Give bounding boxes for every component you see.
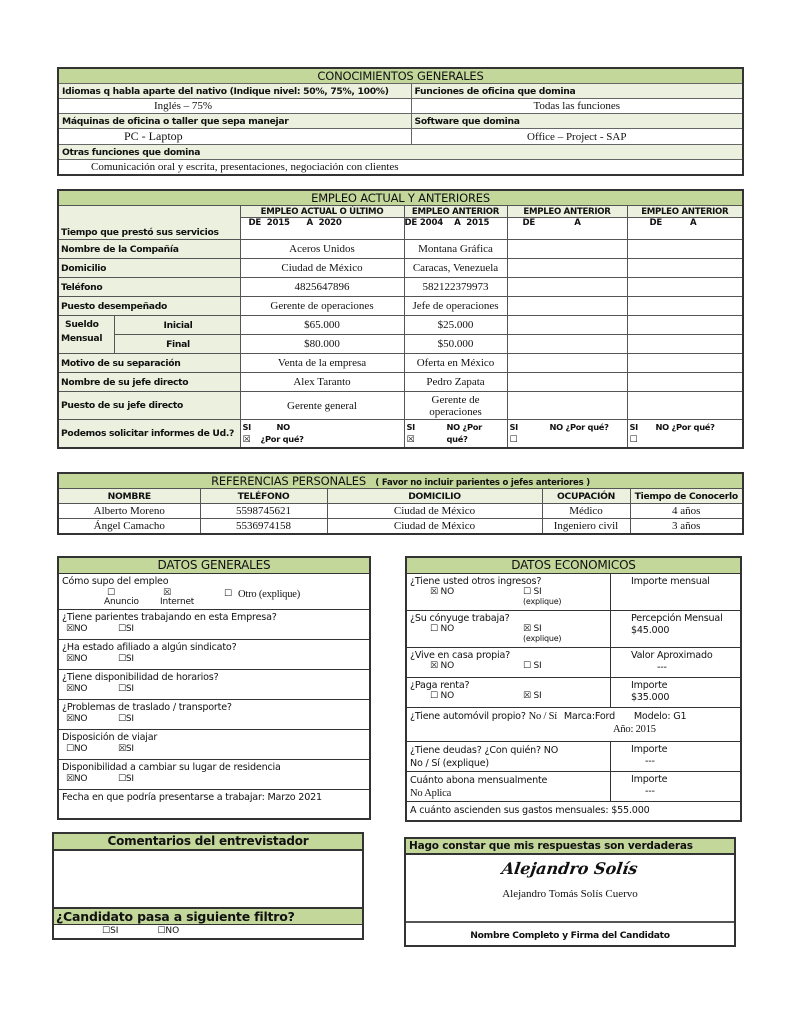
referencias-header [58, 473, 743, 489]
checkbox-checked-icon: ☒ [118, 744, 126, 754]
question-row [59, 669, 369, 699]
renta-importe-value[interactable]: $35.000 [631, 692, 670, 703]
puesto-jefe-line2: operaciones [429, 405, 482, 418]
final-value[interactable]: $50.000 [404, 335, 507, 354]
renta-importe-label: Importe [631, 680, 668, 691]
abona-row [407, 771, 740, 801]
dates-anterior-2[interactable]: DE A [507, 218, 627, 240]
checkbox-empty-icon: ☐ [523, 587, 531, 597]
ingresos-no-option[interactable] [430, 587, 454, 598]
deudas-importe-value[interactable]: --- [645, 756, 655, 767]
conyuge-percepcion-value[interactable]: $45.000 [631, 625, 670, 636]
filtro-si-label: SI [110, 926, 119, 936]
auto-marca[interactable]: Marca:Ford [563, 711, 615, 722]
option-si[interactable] [118, 624, 134, 635]
casa-valor-value[interactable]: --- [657, 662, 667, 673]
puesto-value[interactable]: Jefe de operaciones [404, 297, 507, 316]
ref-tiempo[interactable]: 3 años [630, 519, 743, 535]
conocimientos-title: CONOCIMIENTOS GENERALES [58, 68, 743, 84]
checkbox-empty-icon: ☐ [66, 744, 74, 754]
option-si[interactable] [118, 774, 134, 785]
idiomas-label: Idiomas q habla aparte del nativo (Indique nivel: 50%, 75%, 100%) [58, 84, 411, 99]
informes-si: SI [406, 422, 415, 432]
checkbox-checked-icon[interactable]: ☒ [242, 435, 251, 445]
deudas-importe-label: Importe [631, 744, 668, 755]
conyuge-row [407, 610, 740, 647]
question-options [62, 684, 366, 695]
checkbox-empty-icon: ☐ [118, 684, 126, 694]
como-supo-label: Cómo supo del empleo [62, 576, 169, 587]
col-header-anterior-3: EMPLEO ANTERIOR [627, 206, 743, 218]
option-label: NO [73, 714, 88, 724]
idiomas-value[interactable]: Inglés – 75% [58, 99, 411, 114]
comentarios-title: Comentarios del entrevistador [54, 834, 362, 851]
checkbox-checked-icon: ☒ [523, 691, 531, 701]
ref-domicilio[interactable]: Ciudad de México [327, 519, 542, 535]
puesto-value[interactable]: Gerente de operaciones [240, 297, 404, 316]
question-options [62, 654, 366, 665]
checkbox-checked-icon: ☒ [66, 684, 74, 694]
ref-ocupacion[interactable]: Médico [542, 504, 630, 519]
compania-value[interactable] [627, 240, 743, 259]
internet-label: Internet [160, 597, 195, 607]
filtro-question: ¿Candidato pasa a siguiente filtro? [54, 907, 362, 925]
checkbox-checked-icon: ☒ [430, 587, 438, 597]
checkbox-empty-icon[interactable]: ☐ [509, 435, 518, 445]
sueldo-mensual-label [58, 316, 114, 354]
option-no[interactable] [66, 624, 118, 635]
checkbox-empty-icon: ☐ [118, 624, 126, 634]
full-name: Alejandro Tomás Solís Cuervo [502, 888, 638, 900]
option-no[interactable] [66, 684, 118, 695]
final-value[interactable] [627, 335, 743, 354]
firma-title: Hago constar que mis respuestas son verdaderas [406, 839, 734, 855]
tiempo-label: Tiempo que prestó sus servicios [58, 206, 240, 240]
funciones-label: Funciones de oficina que domina [411, 84, 743, 99]
conyuge-no-option[interactable] [430, 624, 454, 635]
option-si[interactable] [118, 744, 134, 755]
option-label: SI [125, 654, 134, 664]
option-label: SI [125, 744, 134, 754]
col-header-anterior-1: EMPLEO ANTERIOR [404, 206, 507, 218]
checkbox-empty-icon: ☐ [430, 691, 438, 701]
question-row [59, 729, 369, 759]
fecha-text: Fecha en que podría presentarse a trabajar: Marzo 2021 [62, 792, 322, 803]
deudas-row [407, 741, 740, 771]
software-label: Software que domina [411, 114, 743, 129]
motivo-value[interactable]: Venta de la empresa [240, 354, 404, 373]
option-label: NO [73, 624, 88, 634]
informes-cell[interactable] [240, 420, 404, 449]
si-label: SI [533, 624, 542, 634]
checkbox-checked-icon: ☒ [66, 774, 74, 784]
checkbox-empty-icon[interactable]: ☐ [157, 926, 166, 936]
informes-cell[interactable] [507, 420, 627, 449]
puesto-value[interactable] [627, 297, 743, 316]
dates-anterior-3[interactable]: DE A [627, 218, 743, 240]
gastos-text[interactable]: A cuánto ascienden sus gastos mensuales: $55.000 [410, 805, 650, 816]
mensual-label: Mensual [61, 333, 103, 344]
gastos-row [407, 801, 740, 820]
final-label: Final [114, 335, 240, 354]
checkbox-empty-icon: ☐ [523, 661, 531, 671]
dates-anterior-1[interactable]: DE 2004 A 2015 [404, 218, 507, 240]
question-row [59, 639, 369, 669]
domicilio-value[interactable]: Ciudad de México [240, 259, 404, 278]
no-label: NO [440, 691, 454, 701]
telefono-value[interactable] [507, 278, 627, 297]
question-label: Disposición de viajar [62, 732, 158, 743]
informes-cell[interactable] [404, 420, 507, 449]
maquinas-label: Máquinas de oficina o taller que sepa manejar [58, 114, 411, 129]
ingresos-question: ¿Tiene usted otros ingresos? [410, 576, 542, 587]
option-no[interactable] [66, 714, 118, 725]
informes-cell[interactable] [627, 420, 743, 449]
sueldo-label: Sueldo [65, 319, 99, 330]
comentarios-panel [52, 832, 364, 940]
checkbox-empty-icon: ☐ [430, 624, 438, 634]
auto-anio[interactable]: Año: 2015 [613, 724, 656, 735]
informes-no: NO ¿Por qué? [655, 422, 715, 432]
informes-label: Podemos solicitar informes de Ud.? [58, 420, 240, 449]
ref-tiempo[interactable]: 4 años [630, 504, 743, 519]
compania-value[interactable] [507, 240, 627, 259]
abona-importe-label: Importe [631, 774, 668, 785]
checkbox-empty-icon[interactable]: ☐ [629, 435, 638, 445]
inicial-value[interactable] [627, 316, 743, 335]
empleo-table [57, 189, 744, 449]
domicilio-value[interactable]: Caracas, Venezuela [404, 259, 507, 278]
option-label: SI [125, 714, 134, 724]
telefono-value[interactable]: 582122379973 [404, 278, 507, 297]
option-label: SI [125, 684, 134, 694]
compania-value[interactable]: Montana Gráfica [404, 240, 507, 259]
ref-header-ocupacion: OCUPACIÓN [542, 489, 630, 504]
firma-area[interactable] [406, 855, 734, 923]
informes-si: SI [629, 422, 638, 432]
no-label: NO [440, 661, 454, 671]
como-supo-row [59, 573, 369, 609]
auto-question: ¿Tiene automóvil propio? [410, 711, 526, 722]
domicilio-label: Domicilio [58, 259, 240, 278]
checkbox-checked-icon[interactable]: ☒ [163, 588, 171, 598]
ref-telefono[interactable]: 5536974158 [200, 519, 327, 535]
table-row [58, 519, 743, 535]
domicilio-value[interactable] [507, 259, 627, 278]
option-label: NO [73, 774, 88, 784]
final-value[interactable]: $80.000 [240, 335, 404, 354]
funciones-value[interactable]: Todas las funciones [411, 99, 743, 114]
informes-porque: qué? [446, 434, 468, 444]
question-options [62, 774, 366, 785]
checkbox-empty-icon: ☐ [118, 774, 126, 784]
checkbox-empty-icon[interactable]: ☐ [102, 926, 111, 936]
auto-nosi: No / Sí [528, 711, 557, 722]
comentarios-textarea[interactable] [54, 851, 362, 907]
motivo-value[interactable]: Oferta en México [404, 354, 507, 373]
inicial-value[interactable] [507, 316, 627, 335]
col-header-actual: EMPLEO ACTUAL O ÚLTIMO [240, 206, 404, 218]
option-label: SI [125, 774, 134, 784]
telefono-label: Teléfono [58, 278, 240, 297]
compania-value[interactable]: Aceros Unidos [240, 240, 404, 259]
no-label: NO [440, 587, 454, 597]
ref-ocupacion[interactable]: Ingeniero civil [542, 519, 630, 535]
anuncio-label: Anuncio [104, 597, 139, 607]
option-label: NO [73, 744, 88, 754]
puesto-jefe-value[interactable]: Gerente general [240, 392, 404, 420]
question-label: ¿Tiene disponibilidad de horarios? [62, 672, 219, 683]
firma-panel [404, 837, 736, 947]
referencias-table [57, 472, 744, 535]
referencias-note: ( Favor no incluir parientes o jefes anteriores ) [375, 478, 590, 488]
informes-no: NO ¿Por [446, 422, 482, 432]
datos-generales-title: DATOS GENERALES [59, 558, 369, 573]
inicial-value[interactable]: $25.000 [404, 316, 507, 335]
deudas-sub: No / Sí (explique) [410, 758, 489, 769]
option-no[interactable] [66, 774, 118, 785]
conocimientos-generales-table [57, 67, 744, 176]
si-label: SI [533, 587, 542, 597]
question-label: Disponibilidad a cambiar su lugar de residencia [62, 762, 281, 773]
casa-row [407, 647, 740, 677]
final-value[interactable] [507, 335, 627, 354]
checkbox-empty-icon[interactable]: ☐ [107, 588, 115, 598]
motivo-label: Motivo de su separación [58, 354, 240, 373]
informes-no: NO [276, 422, 290, 432]
jefe-value[interactable]: Pedro Zapata [404, 373, 507, 392]
maquinas-value[interactable]: PC - Laptop [58, 129, 411, 145]
explique-label: (explique) [523, 597, 562, 606]
renta-question: ¿Paga renta? [410, 680, 470, 691]
puesto-jefe-line1: Gerente de [431, 393, 480, 406]
col-header-anterior-2: EMPLEO ANTERIOR [507, 206, 627, 218]
software-value[interactable]: Office – Project - SAP [411, 129, 743, 145]
datos-economicos-title: DATOS ECONOMICOS [407, 558, 740, 573]
question-label: ¿Problemas de traslado / transporte? [62, 702, 232, 713]
domicilio-value[interactable] [627, 259, 743, 278]
otras-value[interactable]: Comunicación oral y escrita, presentaciones, negociación con clientes [58, 160, 743, 176]
compania-label: Nombre de la Compañía [58, 240, 240, 259]
abona-question: Cuánto abona mensualmente [410, 775, 548, 786]
firma-footer: Nombre Completo y Firma del Candidato [470, 930, 670, 941]
datos-generales-panel [57, 556, 371, 820]
option-si[interactable] [118, 714, 134, 725]
abona-sub[interactable]: No Aplica [410, 788, 452, 799]
informes-porque: ¿Por qué? [260, 434, 304, 444]
question-options [62, 714, 366, 725]
empleo-title: EMPLEO ACTUAL Y ANTERIORES [58, 190, 743, 206]
casa-valor-label: Valor Aproximado [631, 650, 713, 661]
ref-nombre[interactable]: Ángel Camacho [58, 519, 200, 535]
casa-no-option[interactable] [430, 661, 454, 672]
renta-si-option[interactable] [523, 691, 542, 702]
puesto-value[interactable] [507, 297, 627, 316]
ref-telefono[interactable]: 5598745621 [200, 504, 327, 519]
si-label: SI [533, 691, 542, 701]
no-label: NO [440, 624, 454, 634]
auto-row [407, 707, 740, 741]
ref-nombre[interactable]: Alberto Moreno [58, 504, 200, 519]
otras-label: Otras funciones que domina [58, 145, 743, 160]
dates-actual[interactable]: DE 2015 A 2020 [240, 218, 404, 240]
option-no[interactable] [66, 654, 118, 665]
informes-si: SI [509, 422, 518, 432]
puesto-jefe-value[interactable] [507, 392, 627, 420]
checkbox-checked-icon: ☒ [66, 624, 74, 634]
puesto-jefe-value[interactable] [404, 392, 507, 420]
motivo-value[interactable] [627, 354, 743, 373]
question-label: ¿Tiene parientes trabajando en esta Empresa? [62, 612, 277, 623]
informes-si: SI [242, 422, 251, 432]
filtro-no-label: NO [165, 926, 180, 936]
telefono-value[interactable]: 4825647896 [240, 278, 404, 297]
motivo-value[interactable] [507, 354, 627, 373]
option-si[interactable] [118, 654, 134, 665]
option-label: NO [73, 654, 88, 664]
informes-no: NO ¿Por qué? [549, 422, 609, 432]
jefe-value[interactable] [627, 373, 743, 392]
telefono-value[interactable] [627, 278, 743, 297]
conyuge-question: ¿Su cónyuge trabaja? [410, 613, 510, 624]
auto-modelo[interactable]: Modelo: G1 [633, 711, 687, 722]
question-label: ¿Ha estado afiliado a algún sindicato? [62, 642, 237, 653]
ref-header-domicilio: DOMICILIO [327, 489, 542, 504]
option-no[interactable] [66, 744, 118, 755]
si-label: SI [533, 661, 542, 671]
checkbox-empty-icon: ☐ [118, 714, 126, 724]
datos-generales-questions [59, 609, 369, 789]
question-options [62, 744, 366, 755]
renta-no-option[interactable] [430, 691, 454, 702]
question-row [59, 609, 369, 639]
ref-header-telefono: TELÉFONO [200, 489, 327, 504]
conyuge-percepcion-label: Percepción Mensual [631, 613, 723, 624]
checkbox-checked-icon: ☒ [523, 624, 531, 634]
deudas-question: ¿Tiene deudas? ¿Con quién? NO [410, 745, 559, 756]
fecha-row [59, 789, 369, 818]
table-row [58, 504, 743, 519]
ingresos-row [407, 573, 740, 610]
checkbox-checked-icon[interactable]: ☒ [406, 435, 415, 445]
option-si[interactable] [118, 684, 134, 695]
signature: Alejandro Solís [500, 859, 639, 878]
inicial-label: Inicial [114, 316, 240, 335]
filtro-options [54, 925, 362, 938]
checkbox-checked-icon: ☒ [66, 654, 74, 664]
inicial-value[interactable]: $65.000 [240, 316, 404, 335]
casa-si-option[interactable] [523, 661, 542, 672]
jefe-value[interactable]: Alex Taranto [240, 373, 404, 392]
option-label: NO [73, 684, 88, 694]
otro-label: Otro (explique) [238, 589, 301, 600]
ref-header-tiempo: Tiempo de Conocerlo [630, 489, 743, 504]
ref-domicilio[interactable]: Ciudad de México [327, 504, 542, 519]
checkbox-empty-icon: ☐ [118, 654, 126, 664]
ingresos-importe: Importe mensual [631, 576, 710, 587]
checkbox-checked-icon: ☒ [430, 661, 438, 671]
question-options [62, 624, 366, 635]
question-row [59, 699, 369, 729]
referencias-title: REFERENCIAS PERSONALES [211, 474, 366, 488]
question-row [59, 759, 369, 789]
checkbox-checked-icon: ☒ [66, 714, 74, 724]
option-label: SI [125, 624, 134, 634]
jefe-label: Nombre de su jefe directo [58, 373, 240, 392]
abona-importe-value[interactable]: --- [645, 786, 655, 797]
puesto-jefe-label: Puesto de su jefe directo [58, 392, 240, 420]
casa-question: ¿Vive en casa propia? [410, 650, 511, 661]
ref-header-nombre: NOMBRE [58, 489, 200, 504]
puesto-jefe-value[interactable] [627, 392, 743, 420]
puesto-label: Puesto desempeñado [58, 297, 240, 316]
renta-row [407, 677, 740, 707]
checkbox-empty-icon[interactable]: ☐ [224, 589, 232, 599]
datos-economicos-panel [405, 556, 742, 822]
jefe-value[interactable] [507, 373, 627, 392]
explique-label: (explique) [523, 634, 562, 643]
